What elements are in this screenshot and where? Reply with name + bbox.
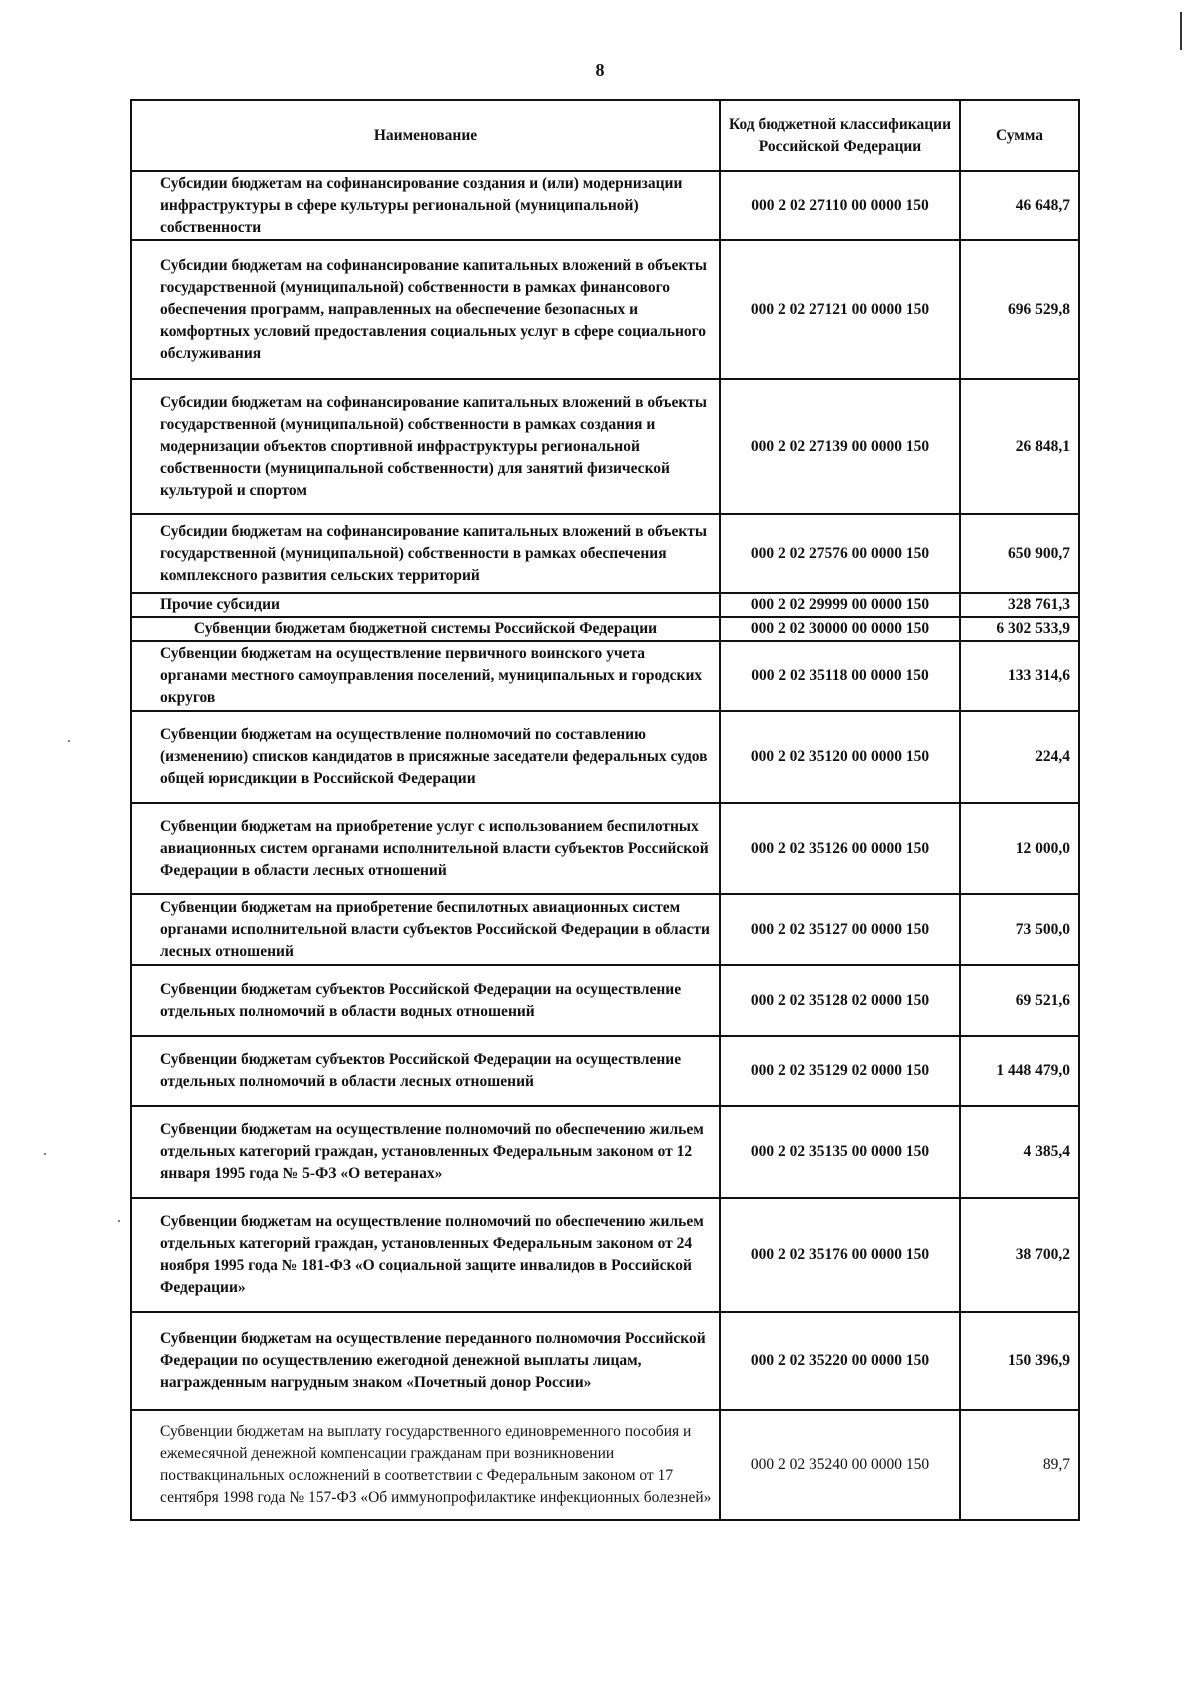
table-row: [131, 1312, 1079, 1410]
row-sum: 133 314,6: [960, 641, 1079, 711]
row-name: Субвенции бюджетам на осуществление полномочий по обеспечению жильем отдельных категорий граждан, установленных Федеральным законом от 24 ноября 1995 года № 181-ФЗ «О социальной защите инвалидов в Российской Федерации»: [131, 1198, 720, 1312]
row-sum: 69 521,6: [960, 965, 1079, 1036]
header-sum: Сумма: [960, 100, 1079, 171]
row-name: Субсидии бюджетам на софинансирование капитальных вложений в объекты государственной (муниципальной) собственности в рамках обеспечения комплексного развития сельских территорий: [131, 514, 720, 593]
row-code: 000 2 02 35176 00 0000 150: [720, 1198, 960, 1312]
row-sum: 1 448 479,0: [960, 1036, 1079, 1106]
row-code: 000 2 02 35128 02 0000 150: [720, 965, 960, 1036]
row-name: Субвенции бюджетам на выплату государственного единовременного пособия и ежемесячной денежной компенсации гражданам при возникновении поствакцинальных осложнений в соответствии с Федеральным законом от 17 сентября 1998 года № 157-ФЗ «Об иммунопрофилактике инфекционных болезней»: [131, 1410, 720, 1520]
row-sum: 696 529,8: [960, 240, 1079, 379]
table-row: [131, 1036, 1079, 1106]
table-row: [131, 171, 1079, 240]
row-code: 000 2 02 27139 00 0000 150: [720, 379, 960, 514]
table-row: [131, 711, 1079, 803]
row-name: Субсидии бюджетам на софинансирование капитальных вложений в объекты государственной (муниципальной) собственности в рамках финансового обеспечения программ, направленных на обеспечение безопасных и комфортных условий предоставления социальных услуг в сфере социального обслуживания: [131, 240, 720, 379]
row-code: 000 2 02 30000 00 0000 150: [720, 617, 960, 641]
row-code: 000 2 02 27110 00 0000 150: [720, 171, 960, 240]
row-sum: 38 700,2: [960, 1198, 1079, 1312]
table-row: [131, 965, 1079, 1036]
row-name: Субсидии бюджетам на софинансирование капитальных вложений в объекты государственной (муниципальной) собственности в рамках создания и модернизации объектов спортивной инфраструктуры региональной собственности (муниципальной собственности) для занятий физической культурой и спортом: [131, 379, 720, 514]
row-sum: 328 761,3: [960, 593, 1079, 617]
table-header-row: [131, 100, 1079, 171]
margin-mark: [1180, 12, 1182, 50]
row-name: Субвенции бюджетам на осуществление полномочий по составлению (изменению) списков кандидатов в присяжные заседатели федеральных судов общей юрисдикции в Российской Федерации: [131, 711, 720, 803]
row-sum: 6 302 533,9: [960, 617, 1079, 641]
table-row: [131, 803, 1079, 894]
row-sum: 150 396,9: [960, 1312, 1079, 1410]
row-name: Субвенции бюджетам на осуществление полномочий по обеспечению жильем отдельных категорий граждан, установленных Федеральным законом от 12 января 1995 года № 5-ФЗ «О ветеранах»: [131, 1106, 720, 1198]
row-name: Субвенции бюджетам бюджетной системы Российской Федерации: [131, 617, 720, 641]
row-sum: 650 900,7: [960, 514, 1079, 593]
table-row: [131, 1106, 1079, 1198]
row-code: 000 2 02 35118 00 0000 150: [720, 641, 960, 711]
budget-table: [130, 99, 1080, 1521]
page-number: 8: [595, 60, 605, 80]
row-name: Субвенции бюджетам субъектов Российской Федерации на осуществление отдельных полномочий в области водных отношений: [131, 965, 720, 1036]
table-row: [131, 379, 1079, 514]
row-sum: 26 848,1: [960, 379, 1079, 514]
row-code: 000 2 02 27121 00 0000 150: [720, 240, 960, 379]
row-code: 000 2 02 35127 00 0000 150: [720, 894, 960, 965]
row-code: 000 2 02 27576 00 0000 150: [720, 514, 960, 593]
row-code: 000 2 02 35135 00 0000 150: [720, 1106, 960, 1198]
row-name: Субсидии бюджетам на софинансирование создания и (или) модернизации инфраструктуры в сфере культуры региональной (муниципальной) собственности: [131, 171, 720, 240]
table-row: [131, 240, 1079, 379]
header-name: Наименование: [131, 100, 720, 171]
row-name: Субвенции бюджетам субъектов Российской Федерации на осуществление отдельных полномочий в области лесных отношений: [131, 1036, 720, 1106]
table-row: [131, 617, 1079, 641]
row-sum: 4 385,4: [960, 1106, 1079, 1198]
table-row: [131, 894, 1079, 965]
row-code: 000 2 02 35129 02 0000 150: [720, 1036, 960, 1106]
row-code: 000 2 02 35120 00 0000 150: [720, 711, 960, 803]
scan-speck: [118, 1220, 120, 1222]
row-sum: 89,7: [960, 1410, 1079, 1520]
table-row: [131, 514, 1079, 593]
table-row: [131, 593, 1079, 617]
row-sum: 224,4: [960, 711, 1079, 803]
row-code: 000 2 02 35220 00 0000 150: [720, 1312, 960, 1410]
table-row: [131, 641, 1079, 711]
row-sum: 73 500,0: [960, 894, 1079, 965]
scan-speck: [44, 1153, 46, 1155]
header-code: Код бюджетной классификации Российской Федерации: [720, 100, 960, 171]
row-sum: 12 000,0: [960, 803, 1079, 894]
row-name: Прочие субсидии: [131, 593, 720, 617]
row-code: 000 2 02 29999 00 0000 150: [720, 593, 960, 617]
row-name: Субвенции бюджетам на приобретение беспилотных авиационных систем органами исполнительной власти субъектов Российской Федерации в области лесных отношений: [131, 894, 720, 965]
table-row: [131, 1198, 1079, 1312]
row-code: 000 2 02 35126 00 0000 150: [720, 803, 960, 894]
row-name: Субвенции бюджетам на приобретение услуг с использованием беспилотных авиационных систем органами исполнительной власти субъектов Российской Федерации в области лесных отношений: [131, 803, 720, 894]
row-code: 000 2 02 35240 00 0000 150: [720, 1410, 960, 1520]
row-name: Субвенции бюджетам на осуществление первичного воинского учета органами местного самоуправления поселений, муниципальных и городских округов: [131, 641, 720, 711]
row-name: Субвенции бюджетам на осуществление переданного полномочия Российской Федерации по осуществлению ежегодной денежной выплаты лицам, награжденным нагрудным знаком «Почетный донор России»: [131, 1312, 720, 1410]
row-sum: 46 648,7: [960, 171, 1079, 240]
scan-speck: [68, 740, 70, 742]
table-row: [131, 1410, 1079, 1520]
